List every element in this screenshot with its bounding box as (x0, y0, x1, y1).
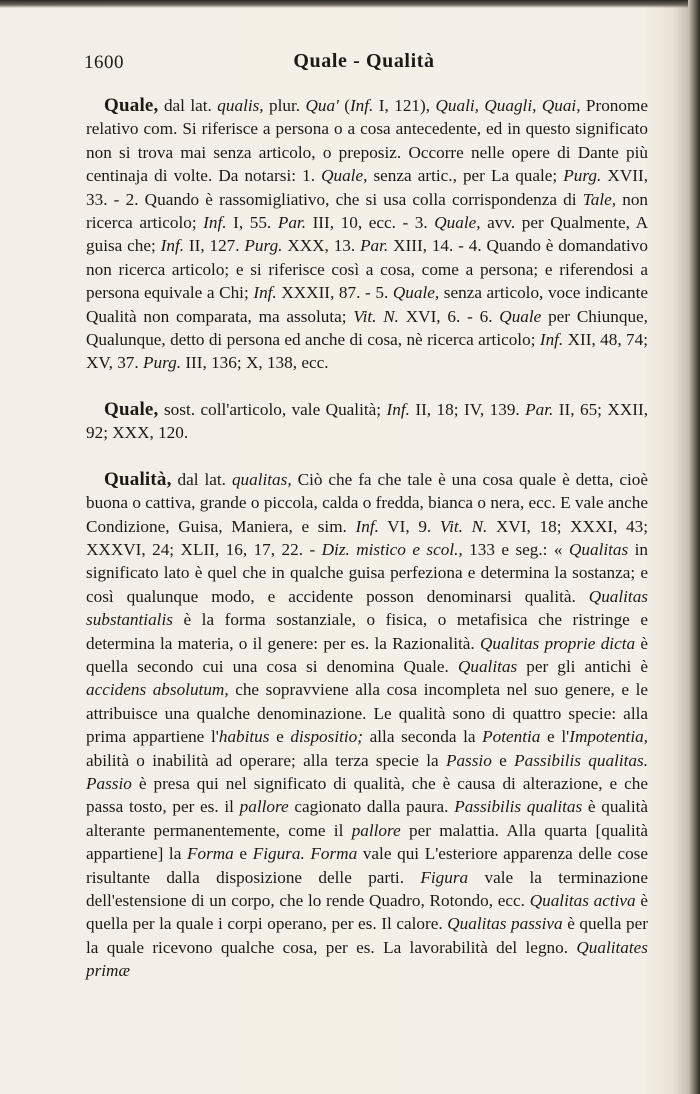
text-run: cagionato dalla paura. (288, 797, 455, 817)
text-run: è qualità alterante permanentemente, come il (86, 797, 648, 840)
italic-text: Quale, (321, 166, 368, 186)
italic-text: Qualitas (568, 539, 629, 559)
text-run: abilità o inabilità ad operare; alla terza specie la (86, 750, 446, 770)
italic-text: Purg. (563, 166, 602, 186)
italic-text: Purg. (142, 353, 182, 373)
text-run: vale la terminazione dell'estensione di un corpo, che lo rende Quadro, Rotondo, ecc. (86, 867, 649, 910)
text-run: è quella per la quale i corpi operano, per es. Il calore. (86, 891, 648, 934)
text-run: e l' (540, 727, 570, 747)
text-run: alla seconda la (362, 727, 483, 747)
italic-text: Passibilis qualitas (454, 797, 583, 817)
text-run: avv. per Qualmente, A guisa che; (86, 213, 648, 256)
text-run: non ricerca articolo; (86, 189, 649, 233)
page-number: 1600 (84, 52, 124, 73)
headword: Quale, (104, 95, 159, 116)
entry-quale-sostantivo (86, 398, 648, 445)
italic-text: habitus (218, 727, 270, 747)
italic-text: Inf. (160, 236, 185, 256)
text-run: per malattia. Alla quarta [qualità appartiene] la (86, 820, 648, 864)
italic-text: Vit. N. (439, 516, 488, 536)
italic-text: Qualitas (457, 656, 518, 676)
text-run: dal lat. (158, 96, 218, 115)
italic-text: Par. (360, 236, 389, 256)
text-run: Ciò che fa che tale è una cosa quale è detta, cioè buona o cattiva, grande o piccola, calda o fredda, bianca o nera, ecc. E vale anche Condizione, Guisa, Maniera, e sim. (86, 469, 648, 536)
italic-text: Quali, Quagli, Quai, (435, 96, 581, 115)
italic-text: Quale, (434, 213, 481, 233)
text-run: I, 55. (226, 213, 278, 233)
italic-text: accidens absolutum, (86, 680, 229, 700)
text-run: e (269, 727, 291, 747)
italic-text: Quale, (392, 283, 440, 303)
italic-text: Diz. mistico e scol., (321, 539, 463, 559)
text-run: plur. (263, 96, 306, 115)
italic-text: qualis, (217, 96, 264, 115)
text-run: ( (338, 96, 350, 115)
italic-text: Purg. (244, 236, 283, 256)
entry-qualita (86, 468, 648, 983)
italic-text: Inf. (203, 213, 227, 233)
text-run: è quella per la quale ricevono qualche cosa, per es. La lavorabilità del legno. (86, 914, 648, 957)
italic-text: Figura. Forma (252, 844, 358, 864)
text-run: XVI, 18; XXXI, 43; XXXVI, 24; XLII, 16, 17, 22. - (86, 516, 648, 559)
entry-body (86, 470, 648, 981)
headword: Qualità, (104, 468, 172, 490)
italic-text: Qualitates primæ (86, 937, 648, 981)
italic-text: Qualitas activa (529, 891, 636, 910)
text-run: senza articolo, voce indicante Qualità non comparata, ma assoluta; (86, 283, 648, 326)
italic-text: qualitas, (231, 469, 292, 489)
italic-text: Qua' (305, 96, 339, 115)
text-run: XXX, 13. (282, 236, 361, 256)
page-header (84, 48, 644, 78)
text-run: XXXII, 87. - 5. (276, 283, 393, 303)
running-head: Quale - Qualità (293, 50, 435, 72)
text-run: 133 e seg.: « (462, 539, 569, 559)
text-run: senza artic., per La quale; (367, 166, 564, 186)
text-run: XVII, 33. - 2. Quando è rassomigliativo, che si usa colla corrispondenza di (86, 166, 648, 209)
italic-text: Quale (499, 306, 542, 326)
italic-text: Impotentia, (569, 727, 648, 747)
text-run: sost. coll'articolo, vale Qualità; (158, 399, 387, 419)
entry-quale-pronome (86, 94, 648, 375)
text-run: per gli antichi è (517, 656, 648, 676)
text-run: Pronome relativo com. Si riferisce a persona o a cosa antecedente, ed in questo significato non si trova mai senza articolo, o preposiz. Occorre nelle opere di Dante più centinaja di volte. Da notarsi: 1. (86, 96, 648, 186)
italic-text: Vit. N. (353, 306, 399, 326)
italic-text: pallore (239, 797, 289, 817)
text-run: VI, 9. (378, 516, 440, 536)
headword: Quale, (104, 398, 159, 420)
text-run: e (491, 750, 515, 770)
italic-text: Potentia (482, 727, 541, 747)
text-run: II, 18; IV, 139. (409, 399, 526, 419)
text-run: che sopravviene alla cosa incompleta nel suo genere, e le attribuisce una qualche denominazione. Le qualità sono di quattro specie: alla prima appartiene l' (86, 680, 648, 747)
italic-text: Inf. (349, 96, 374, 115)
italic-text: Inf. (539, 330, 564, 350)
text-run: è quella secondo cui una cosa si denomina Quale. (86, 633, 648, 676)
dictionary-content (86, 94, 648, 1006)
italic-text: Qualitas proprie dicta (480, 633, 636, 653)
text-run: I, 121), (373, 96, 436, 115)
italic-text: Passibilis qualitas. Passio (86, 750, 648, 793)
text-run: XVI, 6. - 6. (398, 306, 500, 326)
text-run: vale qui L'esteriore apparenza delle cose risultante dalla disposizione delle parti. (86, 844, 648, 887)
text-run: III, 136; X, 138, ecc. (181, 353, 329, 373)
italic-text: Figura (420, 867, 469, 887)
italic-text: Inf. (355, 516, 379, 536)
entry-body (86, 400, 648, 442)
italic-text: Passio (445, 750, 492, 770)
italic-text: Qualitas passiva (447, 914, 563, 934)
text-run: XII, 48, 74; XV, 37. (86, 330, 648, 373)
italic-text: Inf. (253, 283, 277, 303)
italic-text: Par. (277, 213, 306, 233)
page-edge-shadow (688, 0, 700, 1094)
text-run: è la forma sostanziale, o fisica, o metafisica che ristringe e determina la materia, o il genere: per es. la Razionalità. (86, 610, 648, 653)
text-run: per Chiunque, Qualunque, detto di persona ed anche di cosa, nè ricerca articolo; (86, 306, 648, 350)
text-run: III, 10, ecc. - 3. (306, 213, 435, 233)
italic-text: Forma (186, 844, 234, 864)
text-run: e (233, 844, 253, 864)
italic-text: Tale, (582, 189, 617, 209)
italic-text: pallore (351, 820, 401, 840)
italic-text: dispositio; (290, 727, 363, 747)
entry-body (86, 96, 648, 372)
italic-text: Inf. (386, 399, 410, 419)
text-run: è presa qui nel significato di qualità, che è causa di alterazione, e che passa tosto, per es. il (86, 773, 648, 817)
text-run: dal lat. (171, 469, 232, 489)
text-run: II, 127. (184, 236, 245, 256)
page-top-shadow (0, 0, 700, 8)
text-run: II, 65; XXII, 92; XXX, 120. (86, 399, 648, 443)
italic-text: Qualitas substantialis (86, 586, 648, 630)
italic-text: Par. (525, 399, 554, 419)
text-run: in significato lato è quel che in qualche guisa perfeziona e determina la sostanza; e così qualunque modo, e accidente posson denominarsi qualità. (86, 539, 649, 606)
text-run: XIII, 14. - 4. Quando è domandativo non ricerca articolo; e si riferisce così a cosa, come a persona; e riferendosi a persona equivale a Chi; (86, 236, 648, 303)
